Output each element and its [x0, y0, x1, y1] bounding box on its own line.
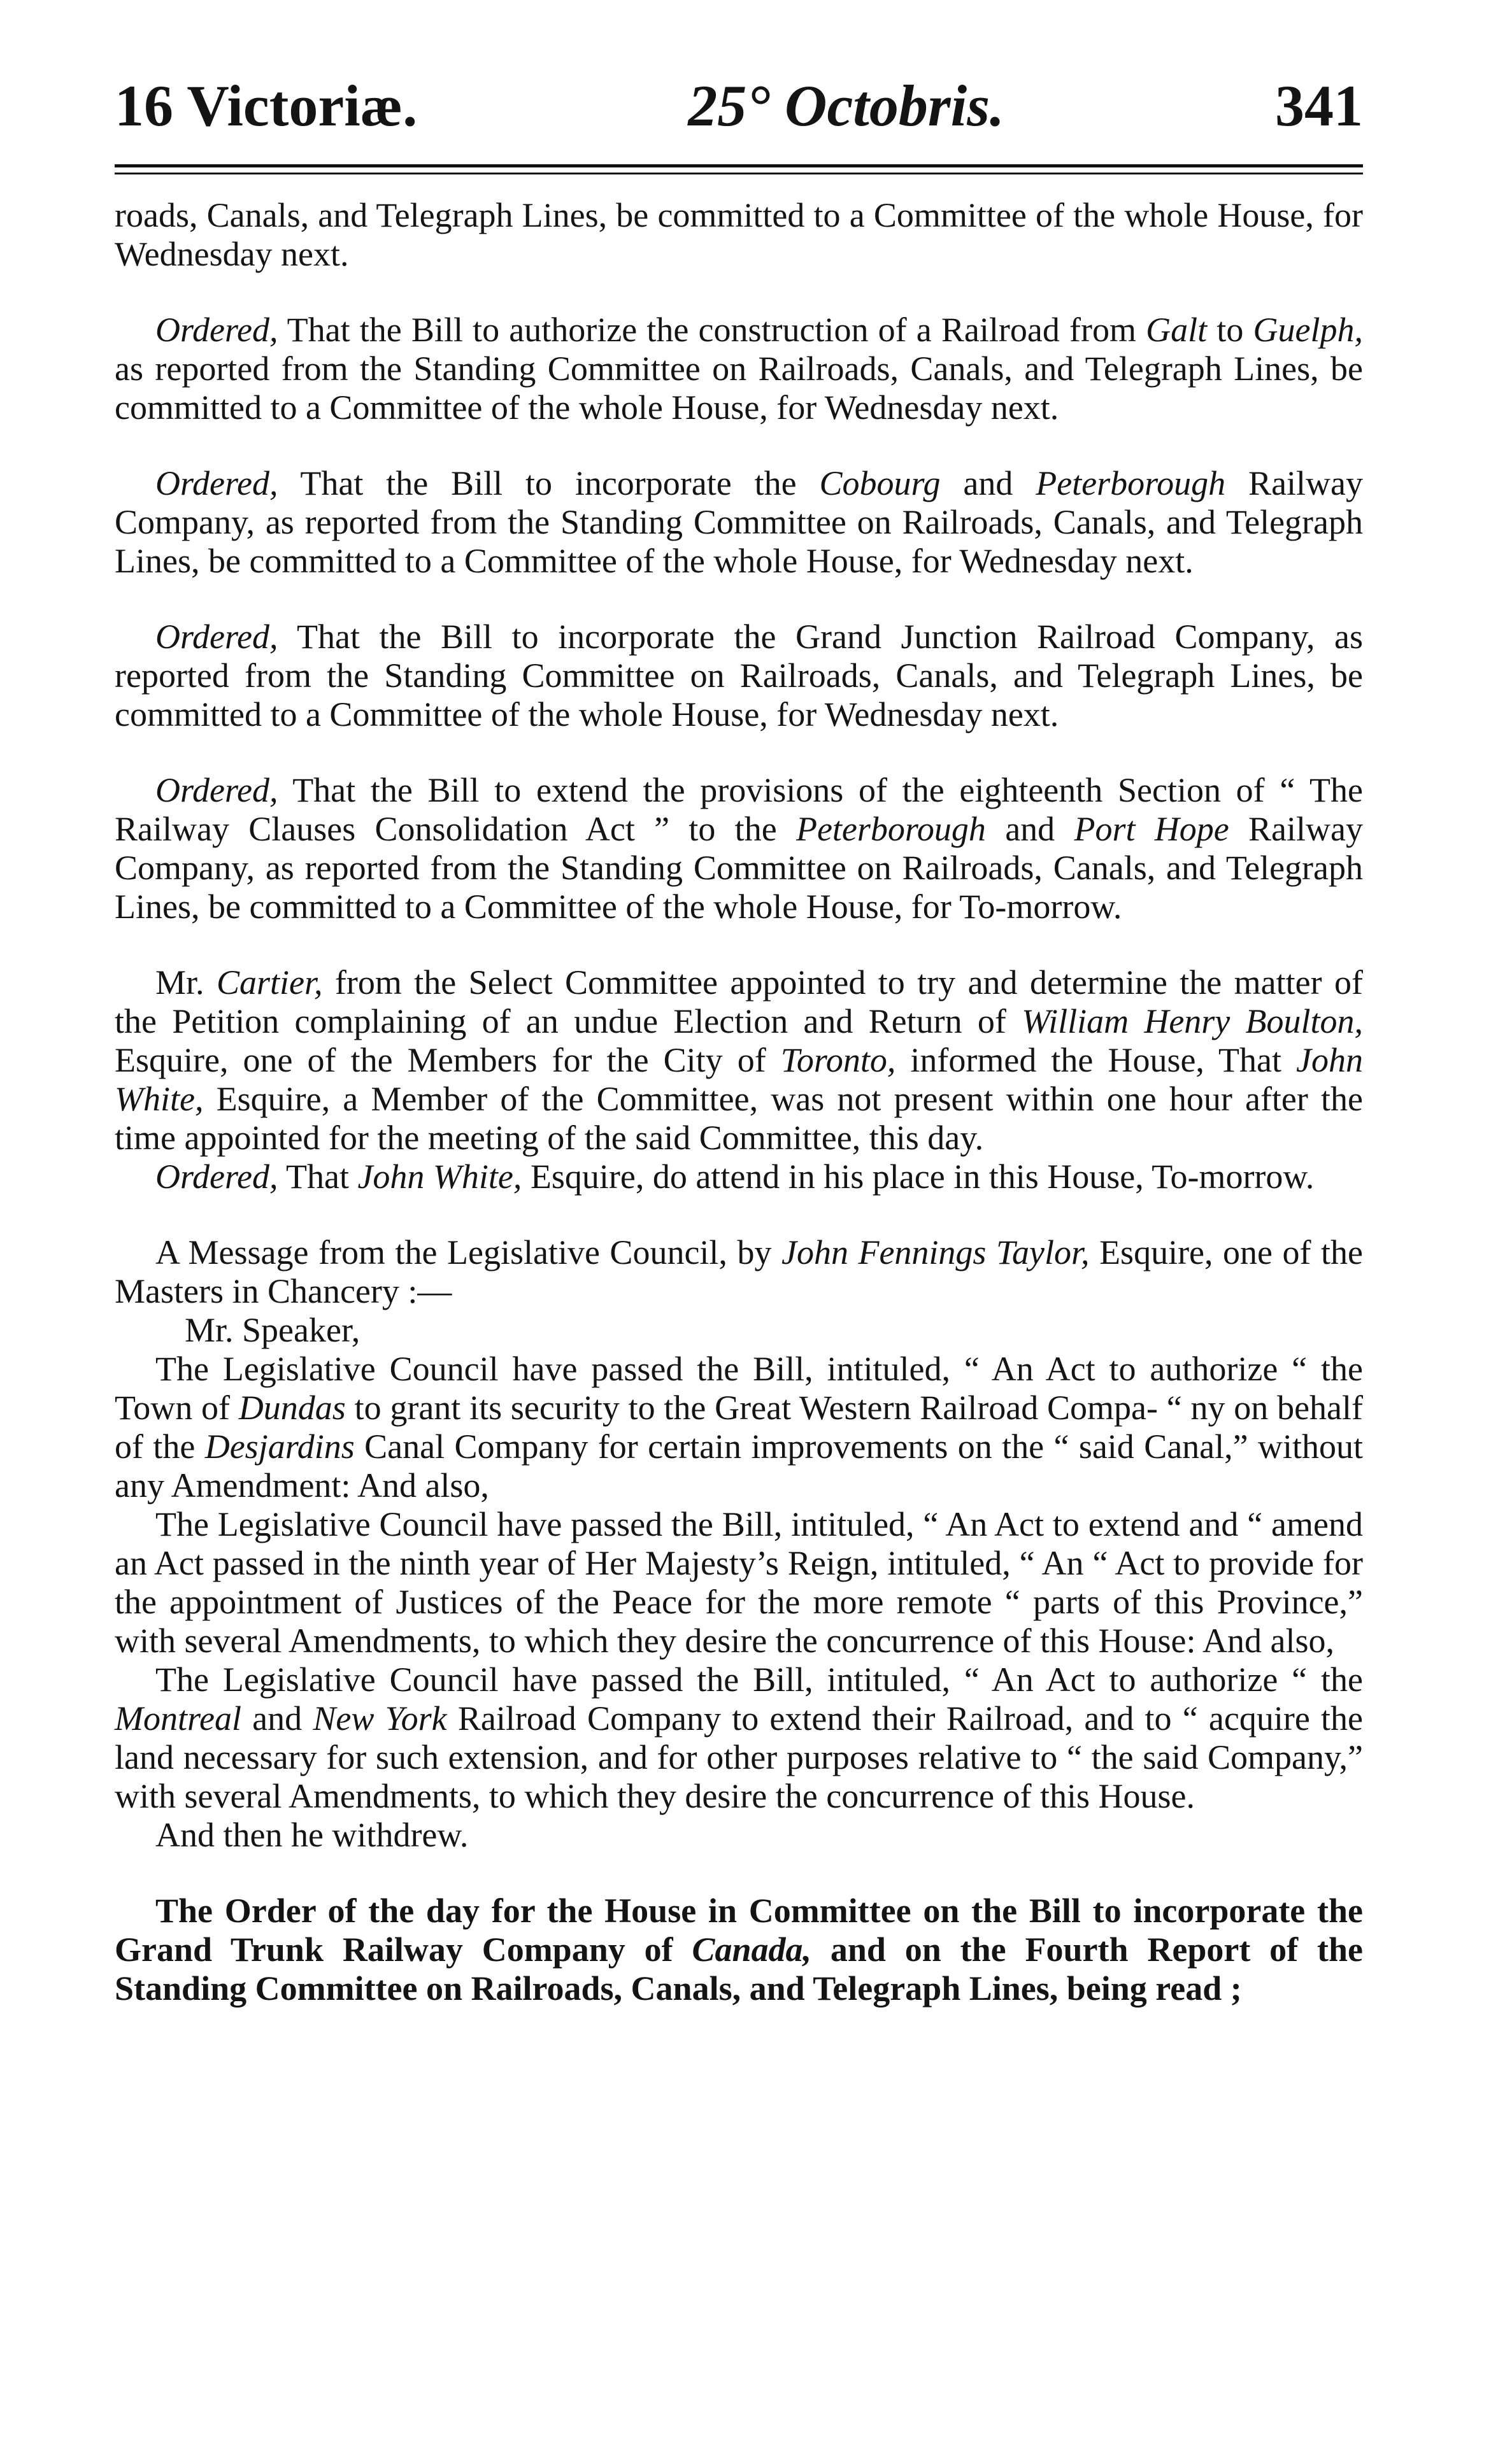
paragraph-election-committee-report: Mr. Cartier, from the Select Committee appointed to try and determine the matter of the Petition complaining of an undue Election and Return of William Henry Boulton, Esquire, one of the Members for the City of Toronto, informed the House, That John White, Esquire, a Member of the Committee, was not present within one hour after the time appointed for the meeting of the said Committee, this day. [115, 963, 1364, 1157]
document-page [115, 73, 1364, 2008]
header-rule [115, 164, 1363, 178]
withdrawal-note: And then he withdrew. [155, 1816, 469, 1854]
paragraph-continued: roads, Canals, and Telegraph Lines, be committed to a Committee of the whole House, for Wednesday next. [115, 196, 1363, 273]
session-date: 25° Octobris. [688, 73, 1005, 138]
paragraph-railway-clauses-bill: Ordered, That the Bill to extend the provisions of the eighteenth Section of “ The Railway Clauses Consolidation Act ” to the Peterborough and Port Hope Railway Company, as reported from the Standing Committee on Railroads, Canals, and Telegraph Lines, be committed to a Committee of the whole House, for To-morrow. [115, 771, 1363, 926]
message-justices-bill: The Legislative Council have passed the Bill, intituled, “ An Act to extend and “ amend an Act passed in the ninth year of Her Majesty’s Reign, intituled, “ An “ Act to provide for the appointment of Justices of the Peace for the more remote “ parts of this Province,” with several Amendments, to which they desire the concurrence of this House: And also, [115, 1505, 1363, 1660]
journal-body [115, 196, 1363, 2008]
paragraph-attendance-order: Ordered, That John White, Esquire, do attend in his place in this House, To-morrow. [155, 1158, 1315, 1196]
message-montreal-newyork-bill: The Legislative Council have passed the Bill, intituled, “ An Act to authorize “ the Montreal and New York Railroad Company to extend their Railroad, and to “ acquire the land necessary for such extension, and for other purposes relative to “ the said Company,” with several Amendments, to which they desire the concurrence of this House. [115, 1660, 1364, 1815]
paragraph-galt-guelph-bill: Ordered, That the Bill to authorize the construction of a Railroad from Galt to Guelph, as reported from the Standing Committee on Railroads, Canals, and Telegraph Lines, be committed to a Committee of the whole House, for Wednesday next. [115, 311, 1363, 427]
paragraph-order-of-day: The Order of the day for the House in Committee on the Bill to incorporate the Grand Trunk Railway Company of Canada, and on the Fourth Report of the Standing Committee on Railroads, Canals, and Telegraph Lines, being read ; [115, 1892, 1363, 2007]
salutation: Mr. Speaker, [185, 1311, 360, 1349]
page-number: 341 [1275, 73, 1363, 138]
message-dundas-bill: The Legislative Council have passed the Bill, intituled, “ An Act to authorize “ the Town of Dundas to grant its security to the Great Western Railroad Compa- “ ny on behalf of the Desjardins Canal Company for certain improvements on the “ said Canal,” without any Amendment: And also, [115, 1350, 1363, 1505]
paragraph-council-message: A Message from the Legislative Council, by John Fennings Taylor, Esquire, one of the Masters in Chancery :— [115, 1233, 1364, 1310]
regnal-year: 16 Victoriæ. [115, 73, 418, 138]
running-head [115, 73, 1363, 146]
paragraph-grand-junction-bill: Ordered, That the Bill to incorporate the Grand Junction Railroad Company, as reported from the Standing Committee on Railroads, Canals, and Telegraph Lines, be committed to a Committee of the whole House, for Wednesday next. [115, 618, 1363, 733]
paragraph-cobourg-peterborough-bill: Ordered, That the Bill to incorporate the Cobourg and Peterborough Railway Company, as reported from the Standing Committee on Railroads, Canals, and Telegraph Lines, be committed to a Committee of the whole House, for Wednesday next. [115, 464, 1364, 580]
